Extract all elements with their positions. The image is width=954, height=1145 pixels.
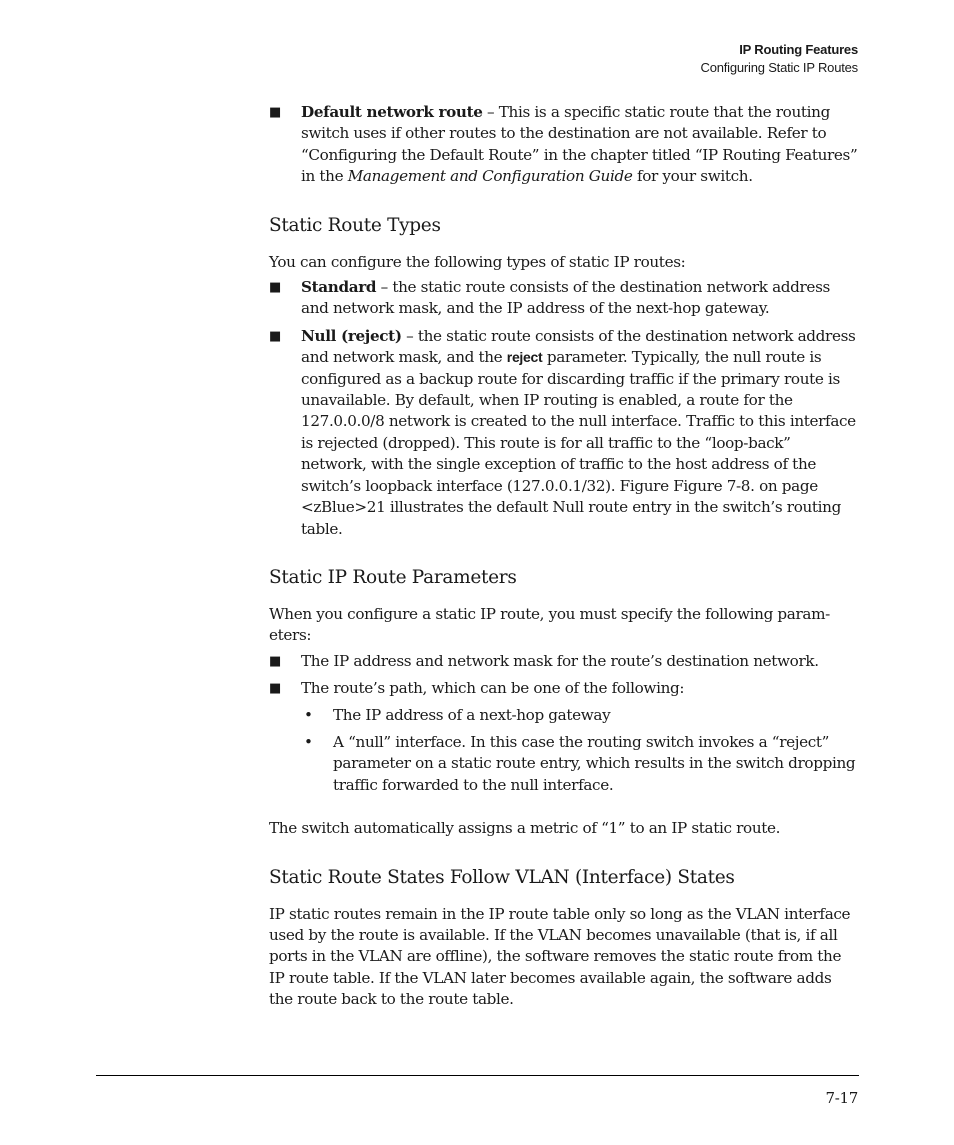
guide-title: Management and Configuration Guide bbox=[347, 167, 633, 186]
term-default-network-route: Default network route bbox=[301, 103, 483, 121]
null-text-1: – the static route consists of the destination network address and network mask, and the bbox=[301, 326, 856, 367]
route-states-body: IP static routes remain in the IP route table only so long as the VLAN interface used by the route is available. If the VLAN becomes unavailable (that is, if all ports in the VLAN are offline), the software removes the static route from the IP route table. If the VLAN later becomes available again, the software adds the route back to the route table. bbox=[269, 904, 851, 1009]
heading-static-ip-route-parameters: Static IP Route Parameters bbox=[269, 566, 517, 588]
list-item-default-network-route bbox=[269, 102, 859, 188]
intro-bullet-list bbox=[269, 102, 859, 188]
term-null-reject: Null (reject) bbox=[301, 326, 402, 345]
list-item-route-path bbox=[269, 678, 859, 796]
route-types-list bbox=[269, 277, 859, 540]
route-parameters-intro: When you configure a static IP route, you must specify the following param-eters: bbox=[269, 604, 830, 645]
heading-static-route-types: Static Route Types bbox=[269, 214, 441, 236]
heading-route-states: Static Route States Follow VLAN (Interface) States bbox=[269, 866, 735, 888]
default-route-text-2: for your switch. bbox=[632, 167, 753, 186]
default-route-text-1: – This is a specific static route that the routing switch uses if other routes to the destination are not available. Refer to “Configuring the Default Route” in the chapter titled “IP Routing Features” in the bbox=[301, 103, 858, 186]
list-item-destination: ■ The IP address and network mask for the route’s destination network. bbox=[269, 651, 859, 672]
keyword-reject: reject bbox=[506, 349, 543, 366]
page-content bbox=[269, 102, 859, 1011]
list-item-standard bbox=[269, 277, 859, 320]
static-route-types-intro: You can configure the following types of static IP routes: bbox=[269, 252, 686, 271]
page-number: 7-17 bbox=[825, 1089, 858, 1107]
footer-rule bbox=[96, 1075, 859, 1076]
sub-item-next-hop: • The IP address of a next-hop gateway bbox=[301, 705, 859, 726]
route-parameters-list bbox=[269, 651, 859, 796]
route-path-sublist bbox=[301, 705, 859, 797]
list-item-null-reject bbox=[269, 326, 859, 540]
metric-note: The switch automatically assigns a metric of “1” to an IP static route. bbox=[269, 819, 781, 838]
running-head-chapter: IP Routing Features bbox=[739, 42, 858, 57]
sub-item-null-interface: • A “null” interface. In this case the routing switch invokes a “reject” parameter on a static route entry, which results in the switch dropping traffic forwarded to the null interface. bbox=[301, 732, 859, 796]
running-head bbox=[701, 41, 858, 77]
running-head-section: Configuring Static IP Routes bbox=[700, 60, 858, 75]
standard-text: – the static route consists of the destination network address and network mask, and the IP address of the next-hop gateway. bbox=[301, 278, 830, 318]
term-standard: Standard bbox=[301, 278, 377, 297]
route-path-text: The route’s path, which can be one of the following: bbox=[301, 679, 685, 698]
null-text-2: parameter. Typically, the null route is configured as a backup route for discarding traffic if the primary route is unavailable. By default, when IP routing is enabled, a route for the 127.0.0.0/8 network is created to the null interface. Traffic to this interface is rejected (dropped). This route is for all traffic to the “loop-back” network, with the single exception of traffic to the host address of the switch’s loopback interface (127.0.0.1/32). Figure Figure 7-8. on page <zBlue>21 illustrates the default Null route entry in the switch’s routing table. bbox=[301, 348, 856, 538]
